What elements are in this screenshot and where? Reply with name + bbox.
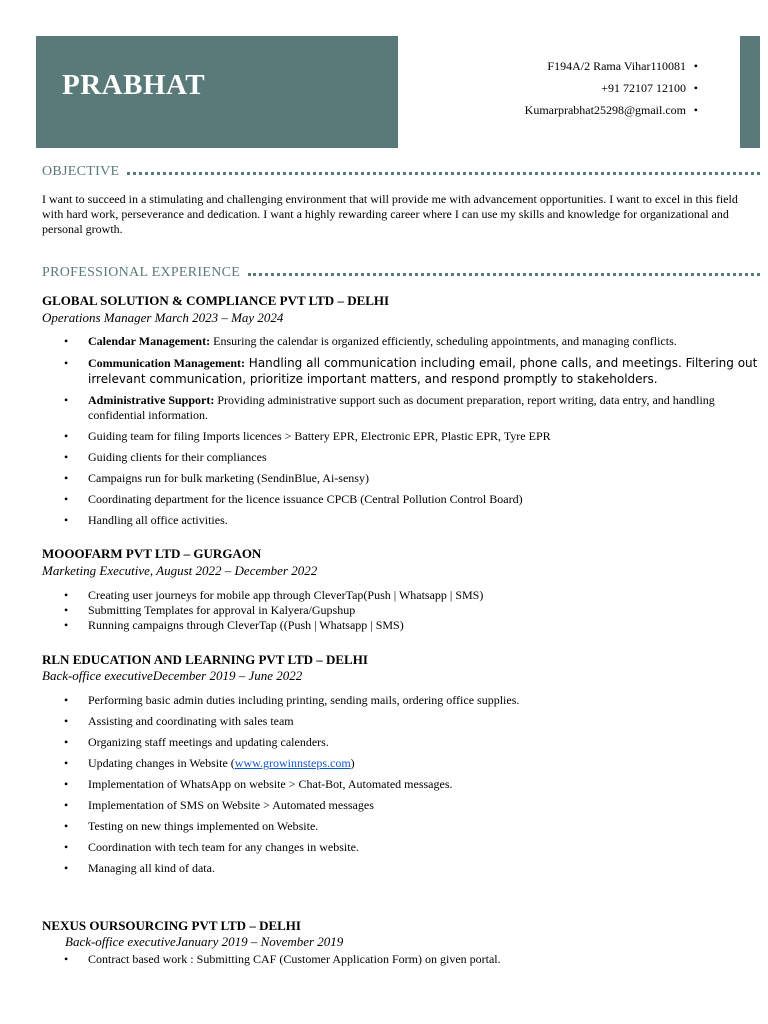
- candidate-name: PRABHAT: [62, 69, 206, 101]
- contact-email: Kumarprabhat25298@gmail.com •: [524, 103, 698, 117]
- list-item: • Testing on new things implemented on Website.: [64, 819, 319, 833]
- list-item: • Creating user journeys for mobile app through CleverTap(Push | Whatsapp | SMS): [64, 588, 484, 602]
- list-item: • Administrative Support: Providing administrative support such as document preparation, report writing, data entry, and handling confidential information.: [64, 393, 715, 422]
- list-item: • Coordination with tech team for any changes in website.: [64, 840, 359, 854]
- job-role: Back-office executiveDecember 2019 – June 2022: [42, 668, 303, 683]
- objective-heading: [42, 164, 760, 180]
- company-name: RLN EDUCATION AND LEARNING PVT LTD – DELHI: [42, 652, 368, 667]
- contact-block: [525, 57, 698, 123]
- list-item: • Assisting and coordinating with sales team: [64, 714, 294, 728]
- list-item: • Updating changes in Website (www.growinnsteps.com): [64, 756, 355, 770]
- job-duties-list: [42, 952, 758, 967]
- dotted-divider: [248, 273, 760, 276]
- job-duties-list: [42, 588, 758, 633]
- list-item: • Contract based work : Submitting CAF (Customer Application Form) on given portal.: [64, 952, 501, 966]
- bullet: •: [693, 81, 698, 95]
- list-item: • Calendar Management: Ensuring the calendar is organized efficiently, scheduling appointments, and managing conflicts.: [64, 334, 677, 348]
- company-name: NEXUS OURSOURCING PVT LTD – DELHI: [42, 918, 301, 933]
- company-name: GLOBAL SOLUTION & COMPLIANCE PVT LTD – DELHI: [42, 293, 390, 308]
- job-duties-list: [42, 693, 758, 882]
- list-item: • Handling all office activities.: [64, 513, 228, 527]
- contact-address: F194A/2 Rama Vihar110081 •: [547, 59, 698, 73]
- dotted-divider: [127, 172, 760, 175]
- list-item: • Managing all kind of data.: [64, 861, 215, 875]
- list-item: • Implementation of WhatsApp on website > Chat-Bot, Automated messages.: [64, 777, 453, 791]
- list-item: • Guiding team for filing Imports licences > Battery EPR, Electronic EPR, Plastic EPR, Tyre EPR: [64, 429, 551, 443]
- contact-phone: +91 72107 12100 •: [601, 81, 698, 95]
- objective-text: I want to succeed in a stimulating and challenging environment that will provide me with advancement opportunities. I want to excel in this field with hard work, perseverance and dedication. I want a highly rewarding career where I can use my skills and knowledge for organizational and personal growth.: [42, 192, 738, 236]
- job-duties-list: [42, 334, 758, 534]
- website-link[interactable]: www.growinnsteps.com: [234, 756, 351, 770]
- experience-heading: [42, 265, 760, 281]
- job-role: Back-office executiveJanuary 2019 – November 2019: [65, 934, 344, 949]
- list-item: • Communication Management: Handling all communication including email, phone calls, and meetings. Filtering out irrelevant communication, prioritize important matters, and respond promptly to stakeholders.: [64, 356, 758, 386]
- list-item: • Implementation of SMS on Website > Automated messages: [64, 798, 374, 812]
- list-item: • Performing basic admin duties including printing, sending mails, ordering office supplies.: [64, 693, 520, 707]
- section-title: PROFESSIONAL EXPERIENCE: [42, 265, 241, 280]
- company-name: MOOOFARM PVT LTD – GURGAON: [42, 546, 262, 561]
- section-title: OBJECTIVE: [42, 164, 120, 179]
- list-item: • Running campaigns through CleverTap ((Push | Whatsapp | SMS): [64, 618, 404, 632]
- bullet: •: [693, 103, 698, 117]
- job-role: Operations Manager March 2023 – May 2024: [42, 310, 284, 325]
- list-item: • Guiding clients for their compliances: [64, 450, 267, 464]
- name-banner: [36, 36, 398, 148]
- list-item: • Submitting Templates for approval in Kalyera/Gupshup: [64, 603, 356, 617]
- job-role: Marketing Executive, August 2022 – December 2022: [42, 563, 318, 578]
- list-item: • Coordinating department for the licence issuance CPCB (Central Pollution Control Board): [64, 492, 523, 506]
- list-item: • Organizing staff meetings and updating calenders.: [64, 735, 329, 749]
- list-item: • Campaigns run for bulk marketing (SendinBlue, Ai-sensy): [64, 471, 369, 485]
- accent-bar: [740, 36, 760, 148]
- bullet: •: [693, 59, 698, 73]
